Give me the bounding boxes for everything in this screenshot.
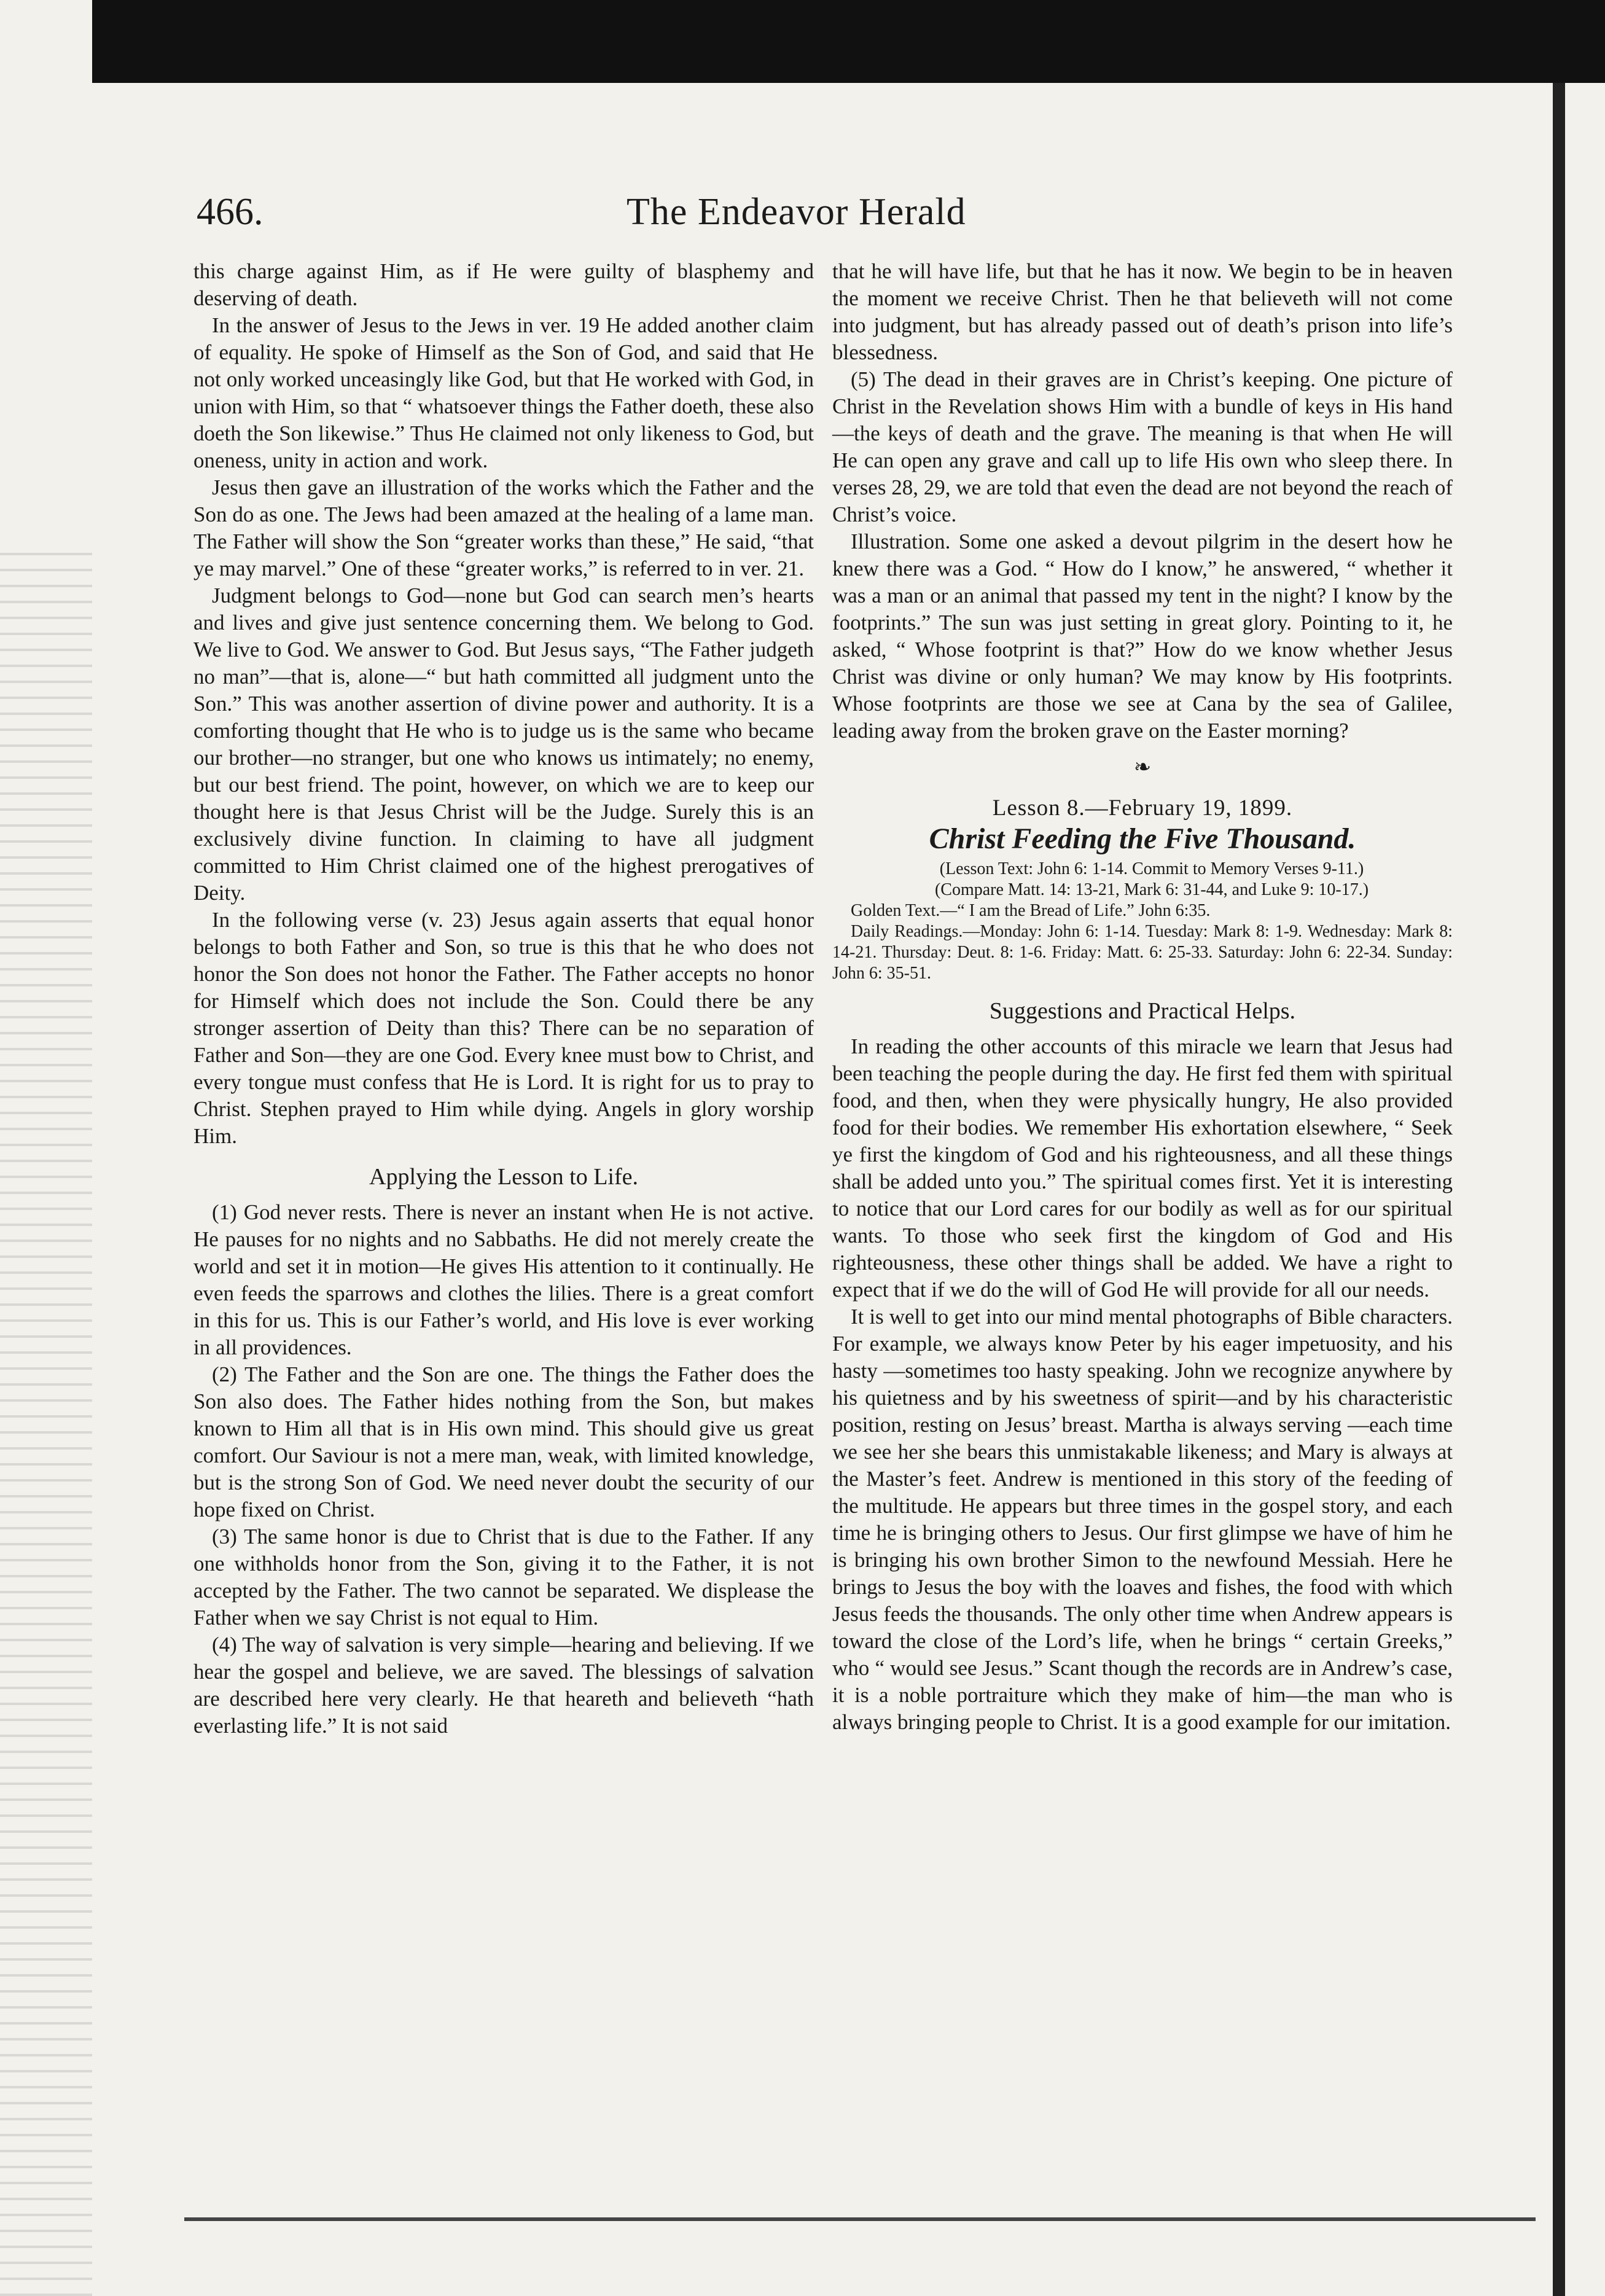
page-number: 466. [197,191,264,233]
golden-text: Golden Text.—“ I am the Bread of Life.” John 6:35. [851,901,1211,920]
paragraph: It is well to get into our mind mental photographs of Bible characters. For example, we always know Peter by his eager impetuosity, and his hasty —sometimes too hasty speaking. John we recognize anywhere by his quietness and by his sweetness of spirit—and by his characteristic position, resting on Jesus’ breast. Martha is always serving —each time we see her she bears this unmistakable likeness; and Mary is always at the Master’s feet. Andrew is mentioned in this story of the feeding of the multitude. He appears but three times in the gospel story, and each time he is bringing others to Jesus. Our first glimpse we have of him he is bringing his own brother Simon to the newfound Messiah. Here he brings to Jesus the boy with the loaves and fishes, the food with which Jesus feeds the thousands. The only other time when Andrew appears is toward the close of the Lord’s life, when he brings “ certain Greeks,” who “ would see Jesus.” Scant though the records are in Andrew’s case, it is a noble portraiture which they make of him—the man who is always bringing people to Christ. It is a good example for our imitation. [832,1305,1453,1734]
point-paragraph: (2) The Father and the Son are one. The things the Father does the Son also does. The Father hides nothing from the Son, but makes known to Him all that is in His own mind. This should give us great comfort. Our Saviour is not a mere man, weak, with limited knowledge, but is the strong Son of God. We need never doubt the security of our hope fixed on Christ. [193,1362,814,1521]
scan-top-border [92,0,1605,83]
lesson-title: Christ Feeding the Five Thousand. [929,822,1356,855]
lesson-heading: Lesson 8.—February 19, 1899. [992,795,1293,821]
point-paragraph: (3) The same honor is due to Christ that is due to the Father. If any one withholds honor from the Son, giving it to the Father, it is not accepted by the Father. The two cannot be separated. We displease the Father when we say Christ is not equal to Him. [193,1525,814,1630]
paragraph: (5) The dead in their graves are in Christ’s keeping. One picture of Christ in the Revelation shows Him with a bundle of keys in His hand—the keys of death and the grave. The meaning is that when He will He can open any grave and call up to life His own who sleep there. In verses 28, 29, we are told that even the dead are not beyond the reach of Christ’s voice. [832,367,1453,526]
paragraph: this charge against Him, as if He were guilty of blasphemy and deserving of death. [193,259,814,310]
paragraph: Illustration. Some one asked a devout pilgrim in the desert how he knew there was a God. “ How do I know,” he answered, “ whether it was a man or an animal that passed my tent in the night? I know by the footprints.” The sun was just setting in great glory. Pointing to it, he asked, “ Whose footprint is that?” How do we know whether Jesus Christ was divine or only human? We may know by His footprints. Whose footprints are those we see at Cana by the sea of Galilee, leading away from the broken grave on the Easter morning? [832,529,1453,743]
compare-reference: (Compare Matt. 14: 13-21, Mark 6: 31-44, and Luke 9: 10-17.) [934,880,1369,899]
paragraph: that he will have life, but that he has it now. We begin to be in heaven the moment we receive Christ. Then he that believeth will not come into judgment, but has already passed out of death’s prison into life’s blessedness. [832,259,1453,364]
paragraph: Judgment belongs to God—none but God can search men’s hearts and lives and give just sentence concerning them. We belong to God. We live to God. We answer to God. But Jesus says, “The Father judgeth no man”—that is, alone—“ but hath committed all judgment unto the Son.” This was another assertion of divine power and authority. It is a comforting thought that He who is to judge us is the same who became our brother—no stranger, but one who knows us intimately; no enemy, but our best friend. The point, however, on which we are to keep our thought here is that Jesus Christ will be the Judge. Surely this is an exclusively divine function. In claiming to have all judgment committed to Him Christ claimed one of the highest prerogatives of Deity. [193,584,814,905]
scan-bottom-rule [184,2217,1536,2221]
ornament-icon: ❧ [1133,756,1152,779]
right-column [832,258,1453,1736]
running-title: The Endeavor Herald [627,191,966,233]
left-column [193,258,814,1740]
suggestions-heading: Suggestions and Practical Helps. [989,998,1296,1024]
paragraph: In the following verse (v. 23) Jesus again asserts that equal honor belongs to both Father and Son, so true is this that he who does not honor the Son does not honor the Father. The Father accepts no honor for Himself which does not include the Son. Could there be any stronger assertion of Deity than this? There can be no separation of Father and Son—they are one God. Every knee must bow to Christ, and every tongue must confess that He is Lord. It is right for us to pray to Christ. Stephen prayed to Him while dying. Angels in glory worship Him. [193,908,814,1148]
scan-right-border [1553,83,1565,2296]
paragraph: In the answer of Jesus to the Jews in ver. 19 He added another claim of equality. He spoke of Himself as the Son of God, and said that He not only worked unceasingly like God, but that He worked with God, in union with Him, so that “ whatsoever things the Father doeth, these also doeth the Son likewise.” Thus He claimed not only likeness to God, but oneness, unity in action and work. [193,313,814,472]
scan-left-margin-noise [0,553,92,2296]
lesson-text-reference: (Lesson Text: John 6: 1-14. Commit to Memory Verses 9-11.) [939,859,1364,878]
section-heading: Applying the Lesson to Life. [369,1164,638,1190]
daily-readings: Daily Readings.—Monday: John 6: 1-14. Tuesday: Mark 8: 1-9. Wednesday: Mark 8: 14-21. Thursday: Deut. 8: 1-6. Friday: Matt. 6: 25-33. Saturday: John 6: 22-34. Sunday: John 6: 35-51. [832,922,1453,983]
paragraph: Jesus then gave an illustration of the works which the Father and the Son do as one. The Jews had been amazed at the healing of a lame man. The Father will show the Son “greater works than these,” He said, “that ye may marvel.” One of these “greater works,” is referred to in ver. 21. [193,475,814,580]
point-paragraph: (4) The way of salvation is very simple—hearing and believing. If we hear the gospel and believe, we are saved. The blessings of salvation are described here very clearly. He that heareth and believeth “hath everlasting life.” It is not said [193,1633,814,1738]
page-header [197,184,1007,240]
paragraph: In reading the other accounts of this miracle we learn that Jesus had been teaching the people during the day. He first fed them with spiritual food, and then, when they were physically hungry, He also provided food for their bodies. We remember His exhortation elsewhere, “ Seek ye first the kingdom of God and his righteousness, and all these things shall be added unto you.” The spiritual comes first. Yet it is interesting to notice that our Lord cares for our bodily as well as for our spiritual wants. To those who seek first the kingdom of God and His righteousness, these other things shall be added. We have a right to expect that if we do the will of God He will provide for all our needs. [832,1034,1453,1302]
point-paragraph: (1) God never rests. There is never an instant when He is not active. He pauses for no nights and no Sabbaths. He did not merely create the world and set it in motion—He gives His attention to it continually. He even feeds the sparrows and clothes the lilies. There is a great comfort in this for us. This is our Father’s world, and His love is ever working in all providences. [193,1200,814,1359]
